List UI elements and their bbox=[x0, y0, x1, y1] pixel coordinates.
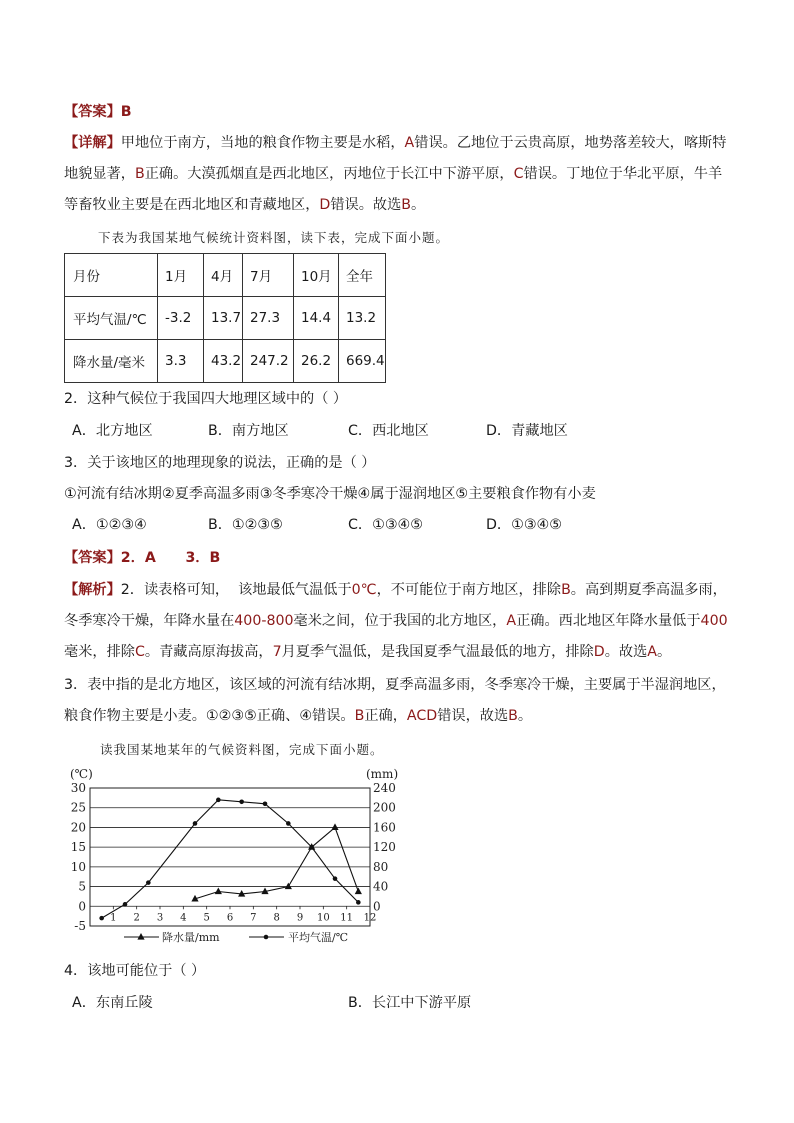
option-c[interactable]: C．①③④⑤ bbox=[348, 517, 423, 533]
analysis-q2 bbox=[64, 575, 730, 668]
analysis-text: 正确， bbox=[364, 708, 407, 724]
right-tick-label: 40 bbox=[373, 879, 389, 894]
detail-text: B bbox=[401, 197, 412, 213]
table-cell: 13.7 bbox=[204, 297, 243, 340]
analysis-text: 2．读表格可知， 该地最低气温低于 bbox=[120, 582, 352, 598]
temperature-point bbox=[356, 900, 361, 905]
question-3-items: ①河流有结冰期②夏季高温多雨③冬季寒冷干燥④属于湿润地区⑤主要粮食作物有小麦 bbox=[64, 486, 596, 502]
analysis-text: B bbox=[508, 708, 518, 724]
analysis-text: 毫米之间，位于我国的北方地区， bbox=[293, 613, 507, 629]
x-tick-label: 11 bbox=[340, 912, 354, 924]
option-d[interactable]: D．①③④⑤ bbox=[486, 517, 562, 533]
analysis-text: B bbox=[354, 708, 365, 724]
right-axis-unit: (mm) bbox=[366, 767, 399, 781]
table-cell: 669.4 bbox=[339, 340, 386, 383]
table-row bbox=[65, 340, 386, 383]
analysis-text: ，不可能位于南方地区，排除 bbox=[376, 582, 562, 598]
analysis-text: B bbox=[561, 582, 571, 598]
left-tick-label: 30 bbox=[70, 781, 86, 795]
right-tick-label: 0 bbox=[373, 899, 381, 914]
question-3-stem: 3．关于该地区的地理现象的说法，正确的是（ ） bbox=[64, 455, 376, 471]
answer-value: B bbox=[120, 104, 132, 120]
right-tick-label: 200 bbox=[373, 800, 396, 815]
x-tick-label: 12 bbox=[363, 912, 377, 924]
answer-value: 2．A 3．B bbox=[120, 550, 221, 566]
legend-temp-marker bbox=[264, 935, 269, 940]
temperature-line bbox=[102, 800, 359, 918]
detail-tag: 【详解】 bbox=[64, 135, 121, 151]
temperature-point bbox=[286, 821, 291, 826]
analysis-text: D bbox=[593, 644, 605, 660]
x-tick-label: 1 bbox=[110, 912, 117, 924]
table-cell: 3.3 bbox=[158, 340, 204, 383]
table-header-cell: 4月 bbox=[204, 254, 243, 297]
analysis-text: ACD bbox=[406, 708, 438, 724]
analysis-text: 月夏季气温低，是我国夏季气温最低的地方，排除 bbox=[281, 644, 594, 660]
detail-text: 正确。大漠孤烟直是西北地区，丙地位于长江中下游平原， bbox=[144, 166, 514, 182]
table-cell: 247.2 bbox=[243, 340, 294, 383]
temperature-point bbox=[123, 902, 128, 907]
precipitation-point bbox=[355, 888, 362, 895]
legend-precip-marker bbox=[137, 933, 144, 940]
x-tick-label: 2 bbox=[133, 912, 140, 924]
detail-text: A bbox=[404, 135, 415, 151]
detail-text: 。 bbox=[411, 197, 426, 213]
right-tick-label: 240 bbox=[373, 781, 396, 795]
climate-chart bbox=[64, 762, 414, 952]
analysis-text: A bbox=[647, 644, 657, 660]
table-header-cell: 月份 bbox=[65, 254, 158, 297]
x-tick-label: 7 bbox=[250, 912, 257, 924]
answer-2-3 bbox=[64, 543, 730, 574]
table-cell: 27.3 bbox=[243, 297, 294, 340]
analysis-q3 bbox=[64, 670, 730, 732]
option-a[interactable]: A．北方地区 bbox=[72, 423, 153, 439]
left-tick-label: -5 bbox=[74, 919, 86, 933]
table-cell: 13.2 bbox=[339, 297, 386, 340]
right-tick-label: 80 bbox=[373, 859, 389, 874]
legend-precip-label: 降水量/mm bbox=[162, 931, 220, 944]
precipitation-point bbox=[285, 883, 292, 890]
analysis-text: 错误，故选 bbox=[437, 708, 509, 724]
detail-text: 错误。乙地位于云贵高原，地势落差较大，喀斯特 bbox=[414, 135, 727, 151]
temperature-point bbox=[333, 876, 338, 881]
analysis-text: 。 bbox=[656, 644, 672, 660]
table-cell: -3.2 bbox=[158, 297, 204, 340]
left-tick-label: 0 bbox=[78, 899, 86, 914]
left-axis-unit: (℃) bbox=[70, 767, 93, 781]
analysis-text: 400-800 bbox=[234, 613, 294, 629]
left-tick-label: 15 bbox=[70, 840, 86, 855]
temperature-point bbox=[99, 916, 104, 921]
analysis-text: 0℃ bbox=[351, 582, 377, 598]
temperature-point bbox=[146, 880, 151, 885]
temperature-point bbox=[216, 798, 221, 803]
detail-text: 等畜牧业主要是在西北地区和青藏地区， bbox=[64, 197, 320, 213]
detail-text: C bbox=[513, 166, 524, 182]
option-b[interactable]: B．南方地区 bbox=[208, 423, 289, 439]
x-tick-label: 10 bbox=[316, 912, 330, 924]
table-cell: 降水量/毫米 bbox=[65, 340, 158, 383]
right-tick-label: 120 bbox=[373, 840, 396, 855]
analysis-text: 正确。西北地区年降水量低于 bbox=[516, 613, 701, 629]
precipitation-point bbox=[331, 823, 338, 830]
detail-text: B bbox=[134, 166, 145, 182]
answer-tag: 【答案】 bbox=[64, 550, 121, 566]
analysis-text: 3．表中指的是北方地区，该区域的河流有结冰期，夏季高温多雨，冬季寒冷干燥，主要属于半湿润地区， bbox=[64, 677, 726, 693]
analysis-text: 。故选 bbox=[604, 644, 648, 660]
analysis-text: 。青藏高原海拔高， bbox=[144, 644, 273, 660]
analysis-text: 7 bbox=[272, 644, 282, 660]
option-a[interactable]: A．东南丘陵 bbox=[72, 995, 153, 1011]
analysis-text: 400 bbox=[700, 613, 728, 629]
question-2-stem: 2．这种气候位于我国四大地理区域中的（ ） bbox=[64, 391, 348, 407]
analysis-text: 冬季寒冷干燥，年降水量在 bbox=[64, 613, 235, 629]
precipitation-line bbox=[195, 827, 358, 898]
left-tick-label: 20 bbox=[70, 820, 86, 835]
x-tick-label: 4 bbox=[180, 912, 187, 924]
x-tick-label: 3 bbox=[156, 912, 164, 924]
answer-tag: 【答案】 bbox=[64, 104, 121, 120]
analysis-text: C bbox=[134, 644, 145, 660]
detail-1 bbox=[64, 128, 730, 221]
detail-text: 错误。故选 bbox=[330, 197, 402, 213]
option-a[interactable]: A．①②③④ bbox=[72, 517, 147, 533]
analysis-text: 。 bbox=[517, 708, 533, 724]
table-header-cell: 10月 bbox=[294, 254, 339, 297]
analysis-tag: 【解析】 bbox=[64, 582, 121, 598]
detail-text: 甲地位于南方，当地的粮食作物主要是水稻， bbox=[120, 135, 405, 151]
detail-text: 错误。丁地位于华北平原，牛羊 bbox=[523, 166, 723, 182]
table-cell: 14.4 bbox=[294, 297, 339, 340]
table-cell: 43.2 bbox=[204, 340, 243, 383]
detail-text: D bbox=[319, 197, 331, 213]
detail-text: 地貌显著， bbox=[64, 166, 135, 182]
right-tick-label: 160 bbox=[373, 820, 396, 835]
left-tick-label: 25 bbox=[70, 800, 86, 815]
x-tick-label: 8 bbox=[273, 912, 280, 924]
table-cell: 平均气温/℃ bbox=[65, 297, 158, 340]
option-d[interactable]: D．青藏地区 bbox=[486, 423, 568, 439]
analysis-text: A bbox=[506, 613, 517, 629]
temperature-point bbox=[193, 821, 198, 826]
precipitation-point bbox=[215, 888, 222, 895]
option-b[interactable]: B．①②③⑤ bbox=[208, 517, 283, 533]
option-b[interactable]: B．长江中下游平原 bbox=[348, 995, 472, 1011]
legend-temp-label: 平均气温/℃ bbox=[288, 931, 349, 944]
temperature-point bbox=[263, 801, 268, 806]
left-tick-label: 5 bbox=[78, 879, 86, 894]
analysis-text: 。高到期夏季高温多雨， bbox=[570, 582, 727, 598]
left-tick-label: 10 bbox=[70, 859, 86, 874]
plot-frame bbox=[90, 788, 370, 926]
table-cell: 26.2 bbox=[294, 340, 339, 383]
table-header-cell: 1月 bbox=[158, 254, 204, 297]
table-header-row bbox=[65, 254, 386, 297]
option-c[interactable]: C．西北地区 bbox=[348, 423, 429, 439]
analysis-text: 粮食作物主要是小麦。①②③⑤正确、④错误。 bbox=[64, 708, 355, 724]
table-row bbox=[65, 297, 386, 340]
temperature-point bbox=[239, 800, 244, 805]
x-tick-label: 6 bbox=[226, 912, 234, 924]
x-tick-label: 9 bbox=[296, 912, 304, 924]
question-4-stem: 4．该地可能位于（ ） bbox=[64, 963, 206, 979]
table-intro: 下表为我国某地气候统计资料图，读下表，完成下面小题。 bbox=[98, 230, 450, 245]
chart-intro: 读我国某地某年的气候资料图，完成下面小题。 bbox=[100, 742, 384, 757]
answer-1 bbox=[64, 97, 730, 128]
climate-table bbox=[64, 253, 386, 383]
table-header-cell: 全年 bbox=[339, 254, 386, 297]
table-header-cell: 7月 bbox=[243, 254, 294, 297]
x-tick-label: 5 bbox=[203, 912, 210, 924]
analysis-text: 毫米，排除 bbox=[64, 644, 135, 660]
